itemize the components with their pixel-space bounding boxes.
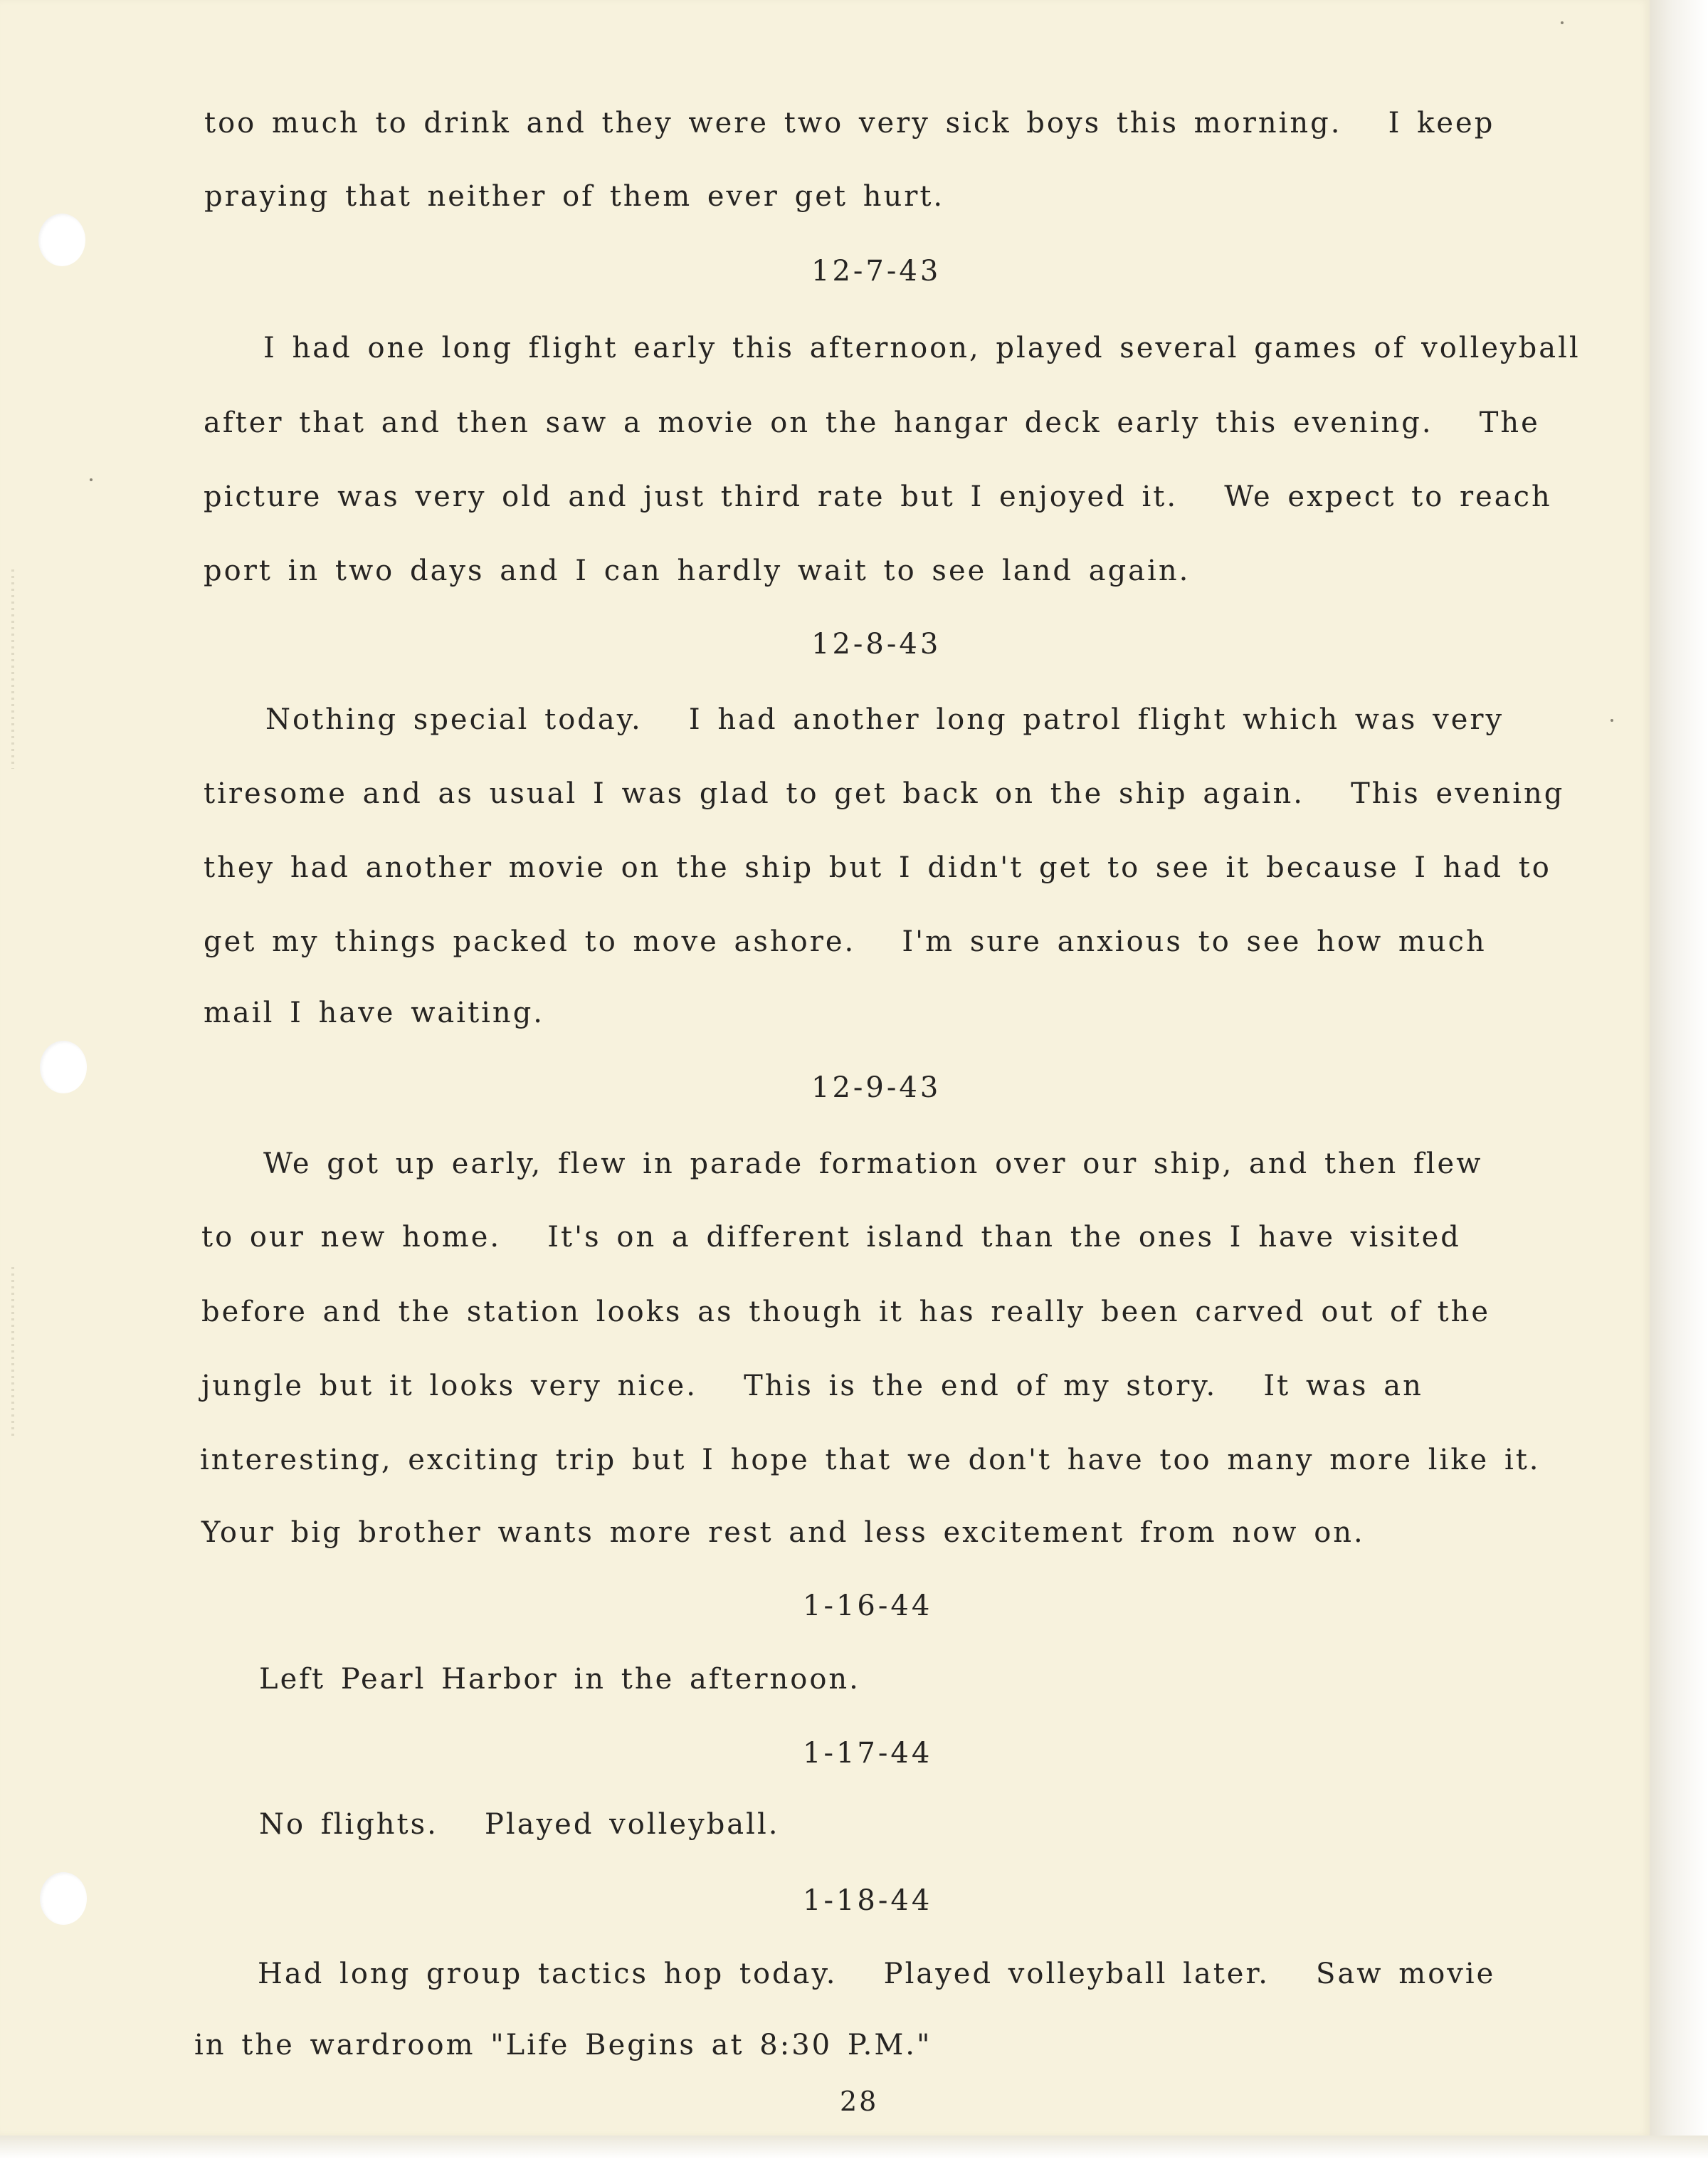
text-line: tiresome and as usual I was glad to get back on the ship again. This evening (204, 777, 1565, 810)
paper-speck (1561, 21, 1564, 24)
text-line: Had long group tactics hop today. Played volleyball later. Saw movie (258, 1958, 1496, 1990)
text-line: before and the station looks as though it has really been carved out of the (201, 1296, 1491, 1328)
binder-hole-top (38, 214, 85, 266)
text-line: I had one long flight early this afternoon, played several games of volleyball (263, 332, 1581, 364)
page-edge-shadow (1650, 0, 1708, 2159)
entry-date: 12-9-43 (811, 1071, 942, 1104)
text-line: We got up early, flew in parade formation over our ship, and then flew (263, 1147, 1483, 1180)
entry-date: 1-17-44 (803, 1737, 933, 1770)
paper-speck (90, 478, 93, 481)
margin-mark (11, 569, 14, 769)
paper-speck (1611, 719, 1613, 722)
text-line: picture was very old and just third rate but I enjoyed it. We expect to reach (204, 480, 1552, 513)
text-line: in the wardroom "Life Begins at 8:30 P.M." (194, 2029, 932, 2061)
text-line: Your big brother wants more rest and less excitement from now on. (201, 1516, 1365, 1549)
margin-mark (11, 1267, 14, 1438)
text-line: jungle but it looks very nice. This is the end of my story. It was an (201, 1370, 1423, 1402)
text-line: after that and then saw a movie on the hangar deck early this evening. The (204, 406, 1540, 439)
page-bottom-edge (0, 2136, 1708, 2159)
entry-date: 12-8-43 (811, 628, 942, 661)
text-line: too much to drink and they were two very sick boys this morning. I keep (204, 107, 1495, 140)
text-line: mail I have waiting. (204, 997, 545, 1029)
binder-hole-middle (40, 1041, 87, 1093)
text-line: Left Pearl Harbor in the afternoon. (259, 1663, 860, 1696)
entry-date: 1-16-44 (803, 1590, 933, 1622)
text-line: port in two days and I can hardly wait to see land again. (204, 555, 1191, 587)
text-line: interesting, exciting trip but I hope that we don't have too many more like it. (200, 1444, 1541, 1476)
text-line: No flights. Played volleyball. (259, 1808, 780, 1841)
entry-date: 12-7-43 (811, 255, 942, 288)
page-number: 28 (840, 2086, 879, 2117)
binder-hole-bottom (40, 1872, 87, 1925)
text-line: get my things packed to move ashore. I'm sure anxious to see how much (204, 925, 1487, 958)
text-line: they had another movie on the ship but I didn't get to see it because I had to (204, 851, 1551, 884)
entry-date: 1-18-44 (803, 1884, 933, 1917)
text-line: to our new home. It's on a different island than the ones I have visited (201, 1221, 1461, 1254)
text-line: praying that neither of them ever get hurt. (204, 180, 945, 213)
text-line: Nothing special today. I had another long patrol flight which was very (265, 703, 1504, 736)
